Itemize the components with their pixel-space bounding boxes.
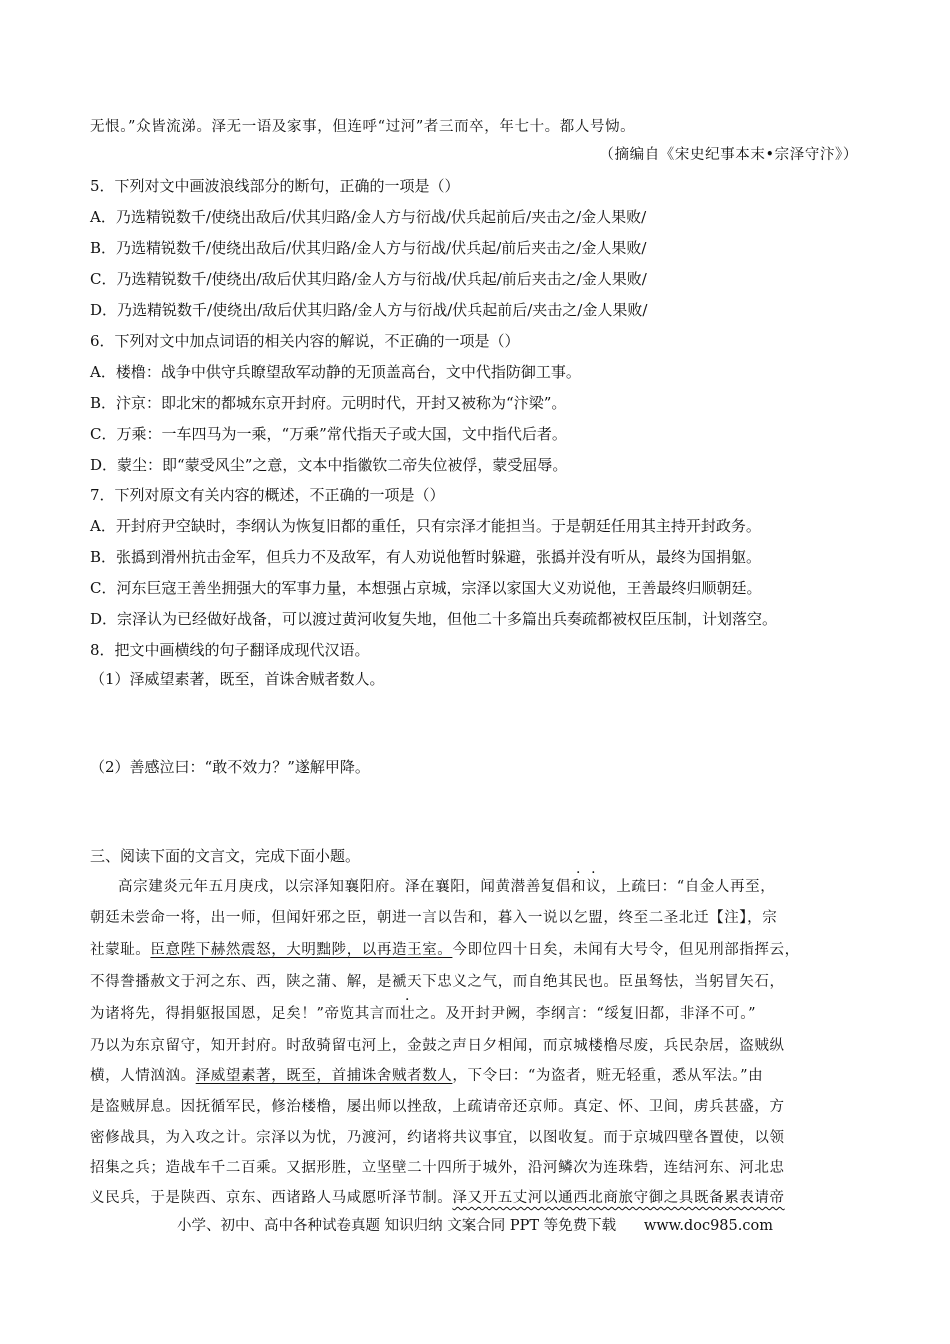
passage-line: 不得誊播赦文于河之东、西，陕之蒲、解，是褫天下忠义之气，而自绝其民也。臣虽驽怯，当躬冒矢石， xyxy=(90,974,785,990)
footer-link[interactable]: www.doc985.com xyxy=(643,1218,773,1234)
question-8-stem: 8．把文中画横线的句子翻译成现代汉语。 xyxy=(90,641,370,659)
question-5-option-d: D．乃选精锐数千/使绕出/敌后伏其归路/金人方与衍战/伏兵起前后/夹击之/金人果败/ xyxy=(90,301,648,319)
passage-text: 之。及开封尹阙，李纲言：“绥复旧都，非泽不可。” xyxy=(415,1006,757,1022)
question-7-option-b: B．张撝到滑州抗击金军，但兵力不及敌军，有人劝说他暂时躲避，张撝并没有听从，最终为国捐躯。 xyxy=(90,548,762,566)
question-8-sentence-2: （2）善感泣曰：“敢不效力？”遂解甲降。 xyxy=(90,758,370,776)
passage-text: 义民兵，于是陕西、京东、西诸路人马咸愿听泽节制。 xyxy=(90,1190,453,1206)
emphasis-dot-char: 和 xyxy=(571,879,587,895)
passage-line xyxy=(90,1004,756,1024)
passage-text: ，上疏曰：“自金人再至， xyxy=(601,879,776,895)
question-7-option-c: C．河东巨寇王善坐拥强大的军事力量，本想强占京城，宗泽以家国大义劝说他，王善最终归顺朝廷。 xyxy=(90,579,762,597)
passage-text: 横，人情汹汹。 xyxy=(90,1068,196,1084)
passage-line xyxy=(90,1188,785,1208)
page-footer xyxy=(0,1214,950,1235)
passage-text: 高宗建炎元年五月庚戌，以宗泽知襄阳府。泽在襄阳，闻黄潜善复倡 xyxy=(118,879,571,895)
question-5-option-a: A．乃选精锐数千/使绕出敌后/伏其归路/金人方与衍战/伏兵起前后/夹击之/金人果败/ xyxy=(90,208,647,226)
section-3-heading: 三、阅读下面的文言文，完成下面小题。 xyxy=(90,847,361,865)
underlined-sentence: 臣意陛下赫然震怒，大明黜陟，以再造王室。 xyxy=(150,942,453,958)
passage-line: 无恨。”众皆流涕。泽无一语及家事，但连呼“过河”者三而卒，年七十。都人号恸。 xyxy=(90,119,636,135)
passage-line: 密修战具，为入攻之计。宗泽以为忧，乃渡河，约诸将共议事宜，以图收复。而于京城四壁各置使，以领 xyxy=(90,1130,785,1146)
passage-line: 乃以为东京留守，知开封府。时敌骑留屯河上，金鼓之声日夕相闻，而京城楼橹尽废，兵民杂居，盗贼纵 xyxy=(90,1038,785,1054)
wavy-underlined-sentence: 泽又开五丈河以通西北商旅守御之具既备累表请帝 xyxy=(452,1190,785,1206)
question-6-stem: 6．下列对文中加点词语的相关内容的解说，不正确的一项是（） xyxy=(90,332,520,350)
underlined-sentence: 泽威望素著，既至，首捕诛舍贼者数人 xyxy=(195,1068,453,1084)
passage-line: 招集之兵；造战车千二百乘。又据形胜，立坚壁二十四所于城外，沿河鳞次为连珠砦，连结河东、河北忠 xyxy=(90,1160,785,1176)
question-6-option-c: C．万乘：一车四马为一乘，“万乘”常代指天子或大国，文中指代后者。 xyxy=(90,425,567,443)
passage-line xyxy=(118,877,775,897)
footer-text: 小学、初中、高中各种试卷真题 知识归纳 文案合同 PPT 等免费下载 xyxy=(177,1218,617,1234)
question-7-option-d: D．宗泽认为已经做好战备，可以渡过黄河收复失地，但他二十多篇出兵奏疏都被权臣压制，计划落空。 xyxy=(90,610,778,628)
question-5-stem: 5．下列对文中画波浪线部分的断句，正确的一项是（） xyxy=(90,177,460,195)
passage-text: ，下令曰：“为盗者，赃无轻重，悉从军法。”由 xyxy=(452,1068,764,1084)
passage-text: 为诸将先，得捐躯报国恩，足矣！”帝览其言而 xyxy=(90,1006,401,1022)
question-7-stem: 7．下列对原文有关内容的概述，不正确的一项是（） xyxy=(90,486,445,504)
passage-line xyxy=(90,1066,763,1086)
emphasis-dot-char: 壮 xyxy=(400,1006,416,1022)
passage-line: 朝廷未尝命一将，出一师，但闻奸邪之臣，朝进一言以告和，暮入一说以乞盟，终至二圣北迁【注】，宗 xyxy=(90,910,778,926)
question-5-option-c: C．乃选精锐数千/使绕出/敌后伏其归路/金人方与衍战/伏兵起/前后夹击之/金人果败/ xyxy=(90,270,647,288)
passage-line: 是盗贼屏息。因抚循军民，修治楼橹，屡出师以挫敌，上疏请帝还京师。真定、怀、卫间，虏兵甚盛，方 xyxy=(90,1099,785,1115)
passage-line xyxy=(90,940,800,960)
passage-text: 今即位四十日矣，未闻有大号令，但见刑部指挥云， xyxy=(452,942,800,958)
question-7-option-a: A．开封府尹空缺时，李纲认为恢复旧都的重任，只有宗泽才能担当。于是朝廷任用其主持开封政务。 xyxy=(90,517,761,535)
question-5-option-b: B．乃选精锐数千/使绕出敌后/伏其归路/金人方与衍战/伏兵起/前后夹击之/金人果败/ xyxy=(90,239,647,257)
source-citation: （摘编自《宋史纪事本末•宗泽守汴》） xyxy=(599,147,858,163)
passage-text: 社蒙耻。 xyxy=(90,942,151,958)
emphasis-dot-char: 议 xyxy=(586,879,602,895)
question-6-option-d: D．蒙尘：即“蒙受风尘”之意，文本中指徽钦二帝失位被俘，蒙受屈辱。 xyxy=(90,456,568,474)
question-8-sentence-1: （1）泽威望素著，既至，首诛舍贼者数人。 xyxy=(90,670,385,688)
question-6-option-b: B．汴京：即北宋的都城东京开封府。元明时代，开封又被称为“汴梁”。 xyxy=(90,394,567,412)
question-6-option-a: A．楼橹：战争中供守兵瞭望敌军动静的无顶盖高台，文中代指防御工事。 xyxy=(90,363,581,381)
